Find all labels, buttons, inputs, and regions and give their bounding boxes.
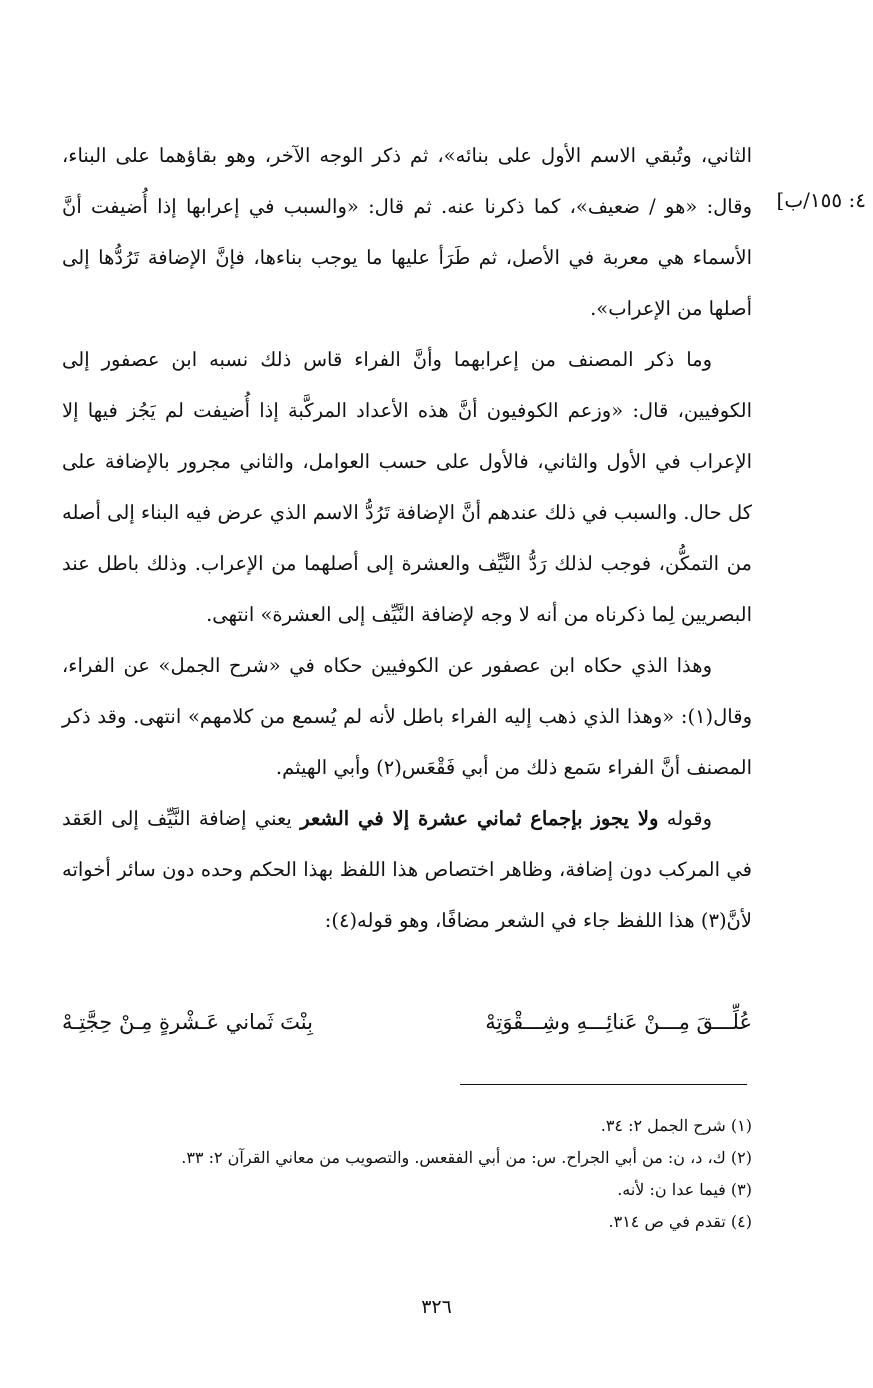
paragraph-2: وما ذكر المصنف من إعرابهما وأنَّ الفراء قاس ذلك نسبه ابن عصفور إلى الكوفيين، قال: «وزعم الكوفيون أنَّ هذه الأعداد المركَّبة إذا أُضيفت لم يَجُز فيها إلا الإعراب في الأول والثاني، فالأول على حسب العوامل، والثاني مجرور بالإضافة على كل حال. والسبب في ذلك عندهم أنَّ الإضافة تَرُدُّ الاسم الذي عرض فيه البناء إلى أصله من التمكُّن، فوجب لذلك رَدُّ النَّيِّف والعشرة إلى أصلهما من الإعراب. وذلك باطل عند البصريين لِما ذكرناه من أنه لا وجه لإضافة النَّيِّف إلى العشرة» انتهى. xyxy=(62,348,752,626)
paragraph-4-lead: وقوله xyxy=(658,807,713,830)
footnote-2: (٢) ك، د، ن: من أبي الجراح. س: من أبي الفقعس. والتصويب من معاني القرآن ٢: ٣٣. xyxy=(181,1148,752,1167)
verse-second-hemistich: بِنْتَ ثَماني عَـشْرةٍ مِـنْ حِجَّتِـهْ xyxy=(62,1010,313,1034)
footnote-1: (١) شرح الجمل ٢: ٣٤. xyxy=(600,1116,752,1135)
quoted-phrase: ولا يجوز بإجماع ثماني عشرة إلا في الشعر xyxy=(300,807,659,830)
footnote-3: (٣) فيما عدا ن: لأنه. xyxy=(617,1180,752,1199)
manuscript-folio-reference: ٤: ١٥٥/ب] xyxy=(776,188,866,212)
poetry-verse xyxy=(62,1002,752,1054)
footnotes xyxy=(100,1110,752,1238)
footnote-4: (٤) تقدم في ص ٣١٤. xyxy=(608,1212,752,1231)
footnote-separator xyxy=(460,1084,747,1085)
paragraph-1: الثاني، وتُبقي الاسم الأول على بنائه»، ثم ذكر الوجه الآخر، وهو بقاؤهما على البناء، وقال: «هو / ضعيف»، كما ذكرنا عنه. ثم قال: «والسبب في إعرابها إذا أُضيفت أنَّ الأسماء هي معربة في الأصل، ثم طَرَأ عليها ما يوجب بناءها، فإنَّ الإضافة تَرُدُّها إلى أصلها من الإعراب». xyxy=(62,144,752,320)
paragraph-4-rest: يعني إضافة النَّيِّف إلى العَقد في المركب دون إضافة، وظاهر اختصاص هذا اللفظ بهذا الحكم وحده دون سائر أخواته لأنَّ(٣) هذا اللفظ جاء في الشعر مضافًا، وهو قوله(٤): xyxy=(62,807,752,932)
page-number: ٣٢٦ xyxy=(421,1296,452,1318)
paragraph-4 xyxy=(62,793,752,946)
paragraph-3: وهذا الذي حكاه ابن عصفور عن الكوفيين حكاه في «شرح الجمل» عن الفراء، وقال(١): «وهذا الذي ذهب إليه الفراء باطل لأنه لم يُسمع من كلامهم» انتهى. وقد ذكر المصنف أنَّ الفراء سَمع ذلك من أبي فَقْعَس(٢) وأبي الهيثم. xyxy=(62,654,752,779)
verse-first-hemistich: عُلِّـــقَ مِـــنْ عَنائِـــهِ وشِـــقْوَتِهْ xyxy=(485,1010,752,1034)
main-text xyxy=(62,130,752,946)
